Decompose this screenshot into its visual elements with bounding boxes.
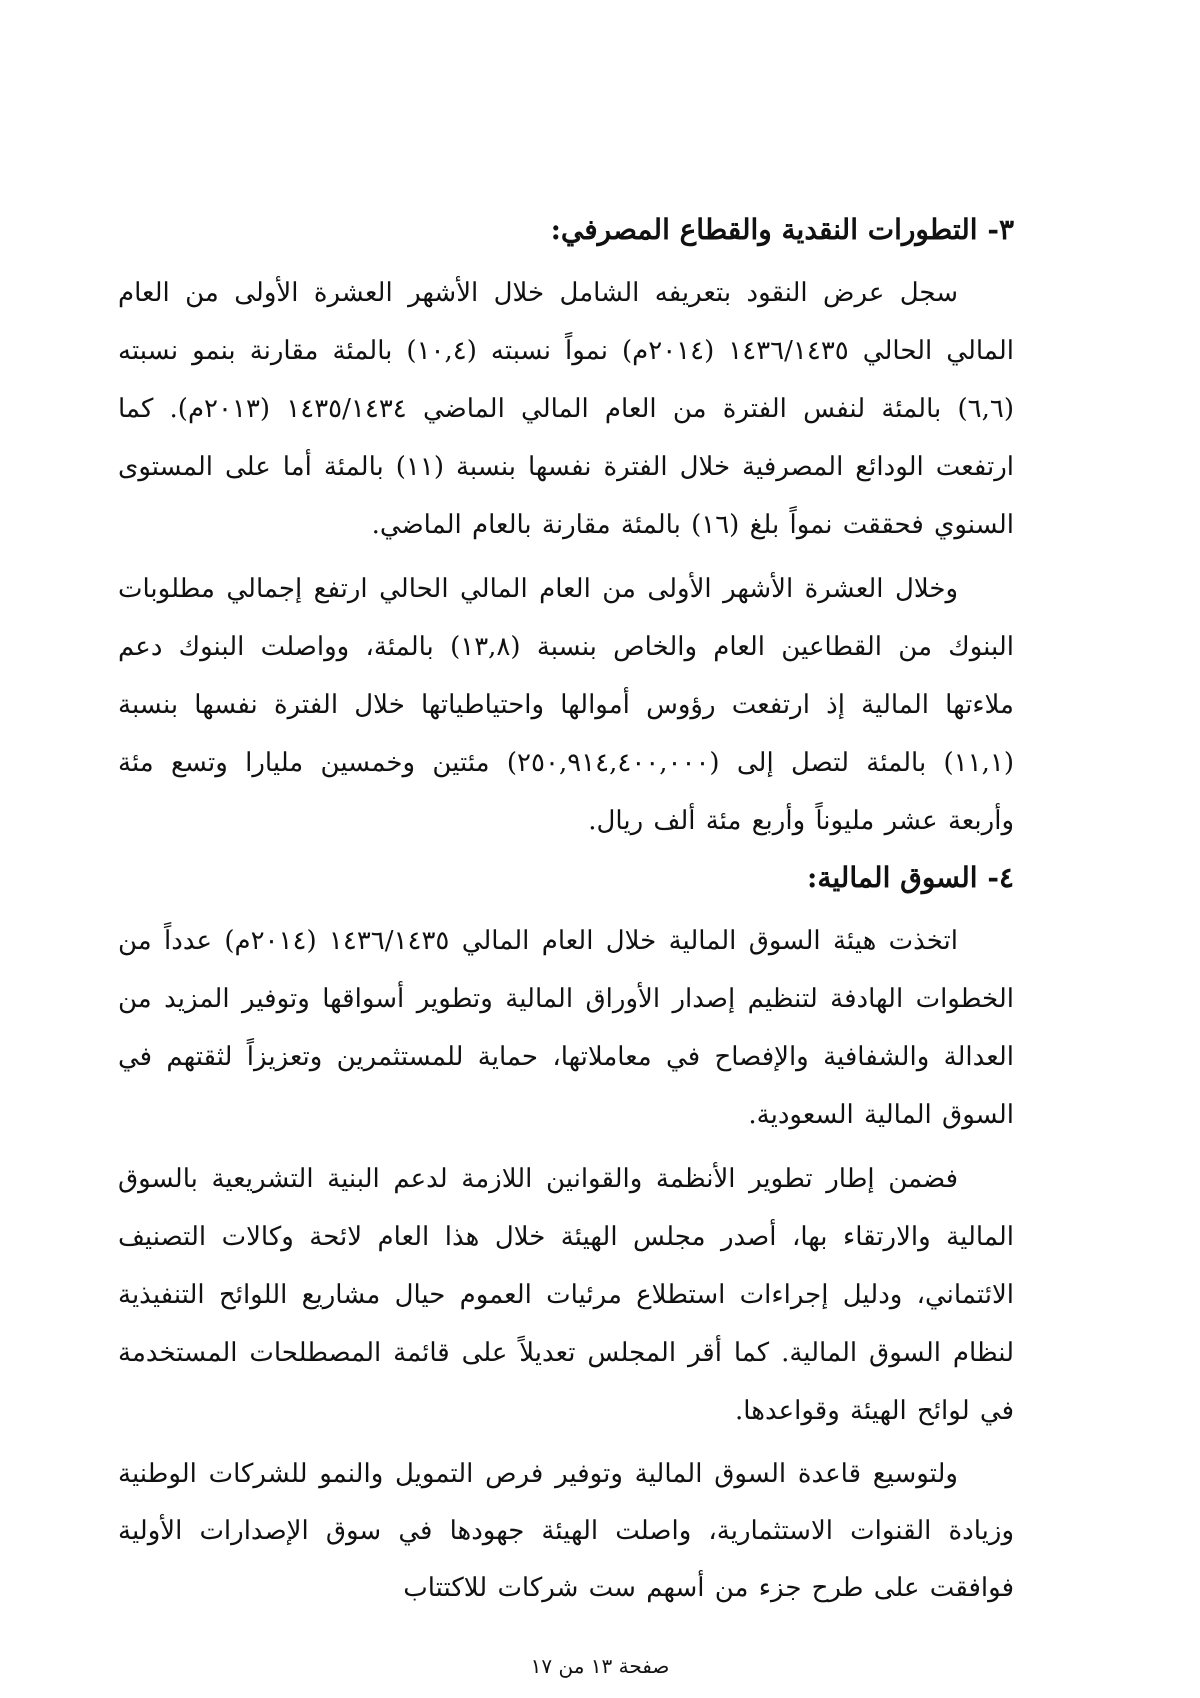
section-heading-financial-market: ٤- السوق المالية: [807,861,1014,894]
paragraph-bank-liabilities: وخلال العشرة الأشهر الأولى من العام المالي الحالي ارتفع إجمالي مطلوبات البنوك من القطاعين العام والخاص بنسبة (١٣,٨) بالمئة، وواصلت البنوك دعم ملاءتها المالية إذ ارتفعت رؤوس أموالها واحتياطياتها خلال الفترة نفسها بنسبة (١١,١) بالمئة لتصل إلى (٢٥٠,٩١٤,٤٠٠,٠٠٠) مئتين وخمسين مليارا وتسع مئة وأربعة عشر مليوناً وأربع مئة ألف ريال. [118,574,1014,836]
section-heading-monetary-banking: ٣- التطورات النقدية والقطاع المصرفي: [550,213,1014,246]
paragraph-market-expansion: ولتوسيع قاعدة السوق المالية وتوفير فرص التمويل والنمو للشركات الوطنية وزيادة القنوات الاستثمارية، واصلت الهيئة جهودها في سوق الإصدارات الأولية فوافقت على طرح جزء من أسهم ست شركات للاكتتاب [118,1459,1014,1603]
paragraph-money-supply: سجل عرض النقود بتعريفه الشامل خلال الأشهر العشرة الأولى من العام المالي الحالي ١٤٣٦/١٤٣٥ (٢٠١٤م) نمواً نسبته (١٠,٤) بالمئة مقارنة بنمو نسبته (٦,٦) بالمئة لنفس الفترة من العام المالي الماضي ١٤٣٥/١٤٣٤ (٢٠١٣م). كما ارتفعت الودائع المصرفية خلال الفترة نفسها بنسبة (١١) بالمئة أما على المستوى السنوي فحققت نمواً بلغ (١٦) بالمئة مقارنة بالعام الماضي. [118,278,1014,540]
page-number-footer: صفحة ١٣ من ١٧ [530,1654,670,1678]
paragraph-regulations: فضمن إطار تطوير الأنظمة والقوانين اللازمة لدعم البنية التشريعية بالسوق المالية والارتقاء بها، أصدر مجلس الهيئة خلال هذا العام لائحة وكالات التصنيف الائتماني، ودليل إجراءات استطلاع مرئيات العموم حيال مشاريع اللوائح التنفيذية لنظام السوق المالية. كما أقر المجلس تعديلاً على قائمة المصطلحات المستخدمة في لوائح الهيئة وقواعدها. [118,1164,1014,1426]
page-content [118,208,1014,1623]
paragraph-cma-steps: اتخذت هيئة السوق المالية خلال العام المالي ١٤٣٦/١٤٣٥ (٢٠١٤م) عدداً من الخطوات الهادفة لتنظيم إصدار الأوراق المالية وتطوير أسواقها وتوفير المزيد من العدالة والشفافية والإفصاح في معاملاتها، حماية للمستثمرين وتعزيزاً لثقتهم في السوق المالية السعودية. [118,926,1014,1130]
